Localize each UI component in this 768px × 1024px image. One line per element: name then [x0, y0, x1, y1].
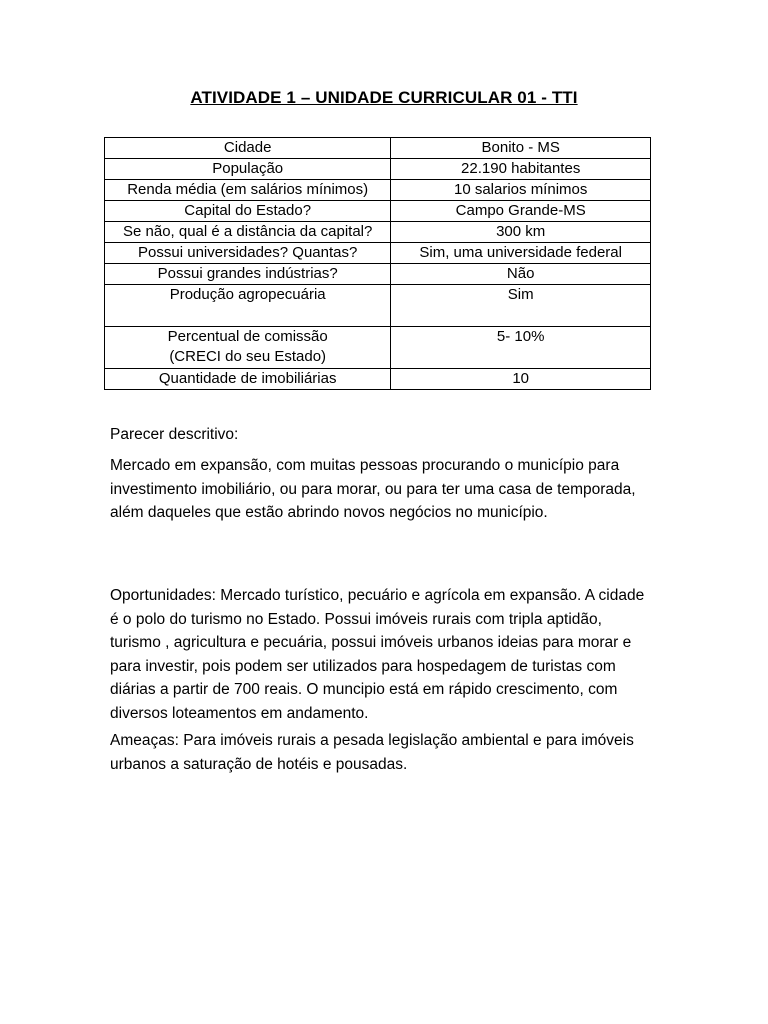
page-title: ATIVIDADE 1 – UNIDADE CURRICULAR 01 - TTI	[190, 88, 578, 107]
row-label: Possui grandes indústrias?	[105, 264, 391, 285]
table-row	[105, 264, 651, 285]
ameacas-text: Ameaças: Para imóveis rurais a pesada legislação ambiental e para imóveis urbanos a saturação de hotéis e pousadas.	[110, 732, 634, 773]
row-value: Campo Grande-MS	[391, 201, 651, 222]
city-info-table	[104, 137, 651, 390]
table-row	[105, 285, 651, 327]
table-row	[105, 159, 651, 180]
row-value: 10 salarios mínimos	[391, 180, 651, 201]
row-label: Quantidade de imobiliárias	[105, 369, 391, 390]
row-label: Possui universidades? Quantas?	[105, 243, 391, 264]
row-value: 5- 10%	[391, 327, 651, 369]
row-value: Bonito - MS	[391, 138, 651, 159]
row-label: Capital do Estado?	[105, 201, 391, 222]
table-row	[105, 138, 651, 159]
table-row	[105, 369, 651, 390]
row-value: 300 km	[391, 222, 651, 243]
row-label: População	[105, 159, 391, 180]
row-label: Percentual de comissão	[167, 328, 328, 345]
row-label: Produção agropecuária	[105, 285, 391, 327]
table-row	[105, 327, 651, 369]
row-label-cell	[105, 327, 391, 369]
row-label: Cidade	[105, 138, 391, 159]
row-label: Renda média (em salários mínimos)	[105, 180, 391, 201]
row-value: Sim, uma universidade federal	[391, 243, 651, 264]
parecer-paragraph	[110, 454, 650, 525]
row-value: 22.190 habitantes	[391, 159, 651, 180]
oportunidades-paragraph	[110, 584, 650, 725]
ameacas-paragraph	[110, 729, 650, 776]
row-value: 10	[391, 369, 651, 390]
table-row	[105, 201, 651, 222]
parecer-text: Mercado em expansão, com muitas pessoas procurando o município para investimento imobiliário, ou para morar, ou para ter uma casa de temporada, além daqueles que estão abrindo novos negócios no município.	[110, 457, 636, 521]
table-row	[105, 222, 651, 243]
row-label-line2: (CRECI do seu Estado)	[169, 348, 327, 365]
row-value: Sim	[391, 285, 651, 327]
table-row	[105, 243, 651, 264]
oportunidades-text: Oportunidades: Mercado turístico, pecuário e agrícola em expansão. A cidade é o polo do turismo no Estado. Possui imóveis rurais com tripla aptidão, turismo , agricultura e pecuária, possui imóveis urbanos ideias para morar e para investir, pois podem ser utilizados para hospedagem de turistas com diárias a partir de 700 reais. O muncipio está em rápido crescimento, com diversos loteamentos em andamento.	[110, 587, 645, 722]
parecer-label: Parecer descritivo:	[110, 426, 239, 443]
row-label: Se não, qual é a distância da capital?	[105, 222, 391, 243]
table-row	[105, 180, 651, 201]
row-value: Não	[391, 264, 651, 285]
